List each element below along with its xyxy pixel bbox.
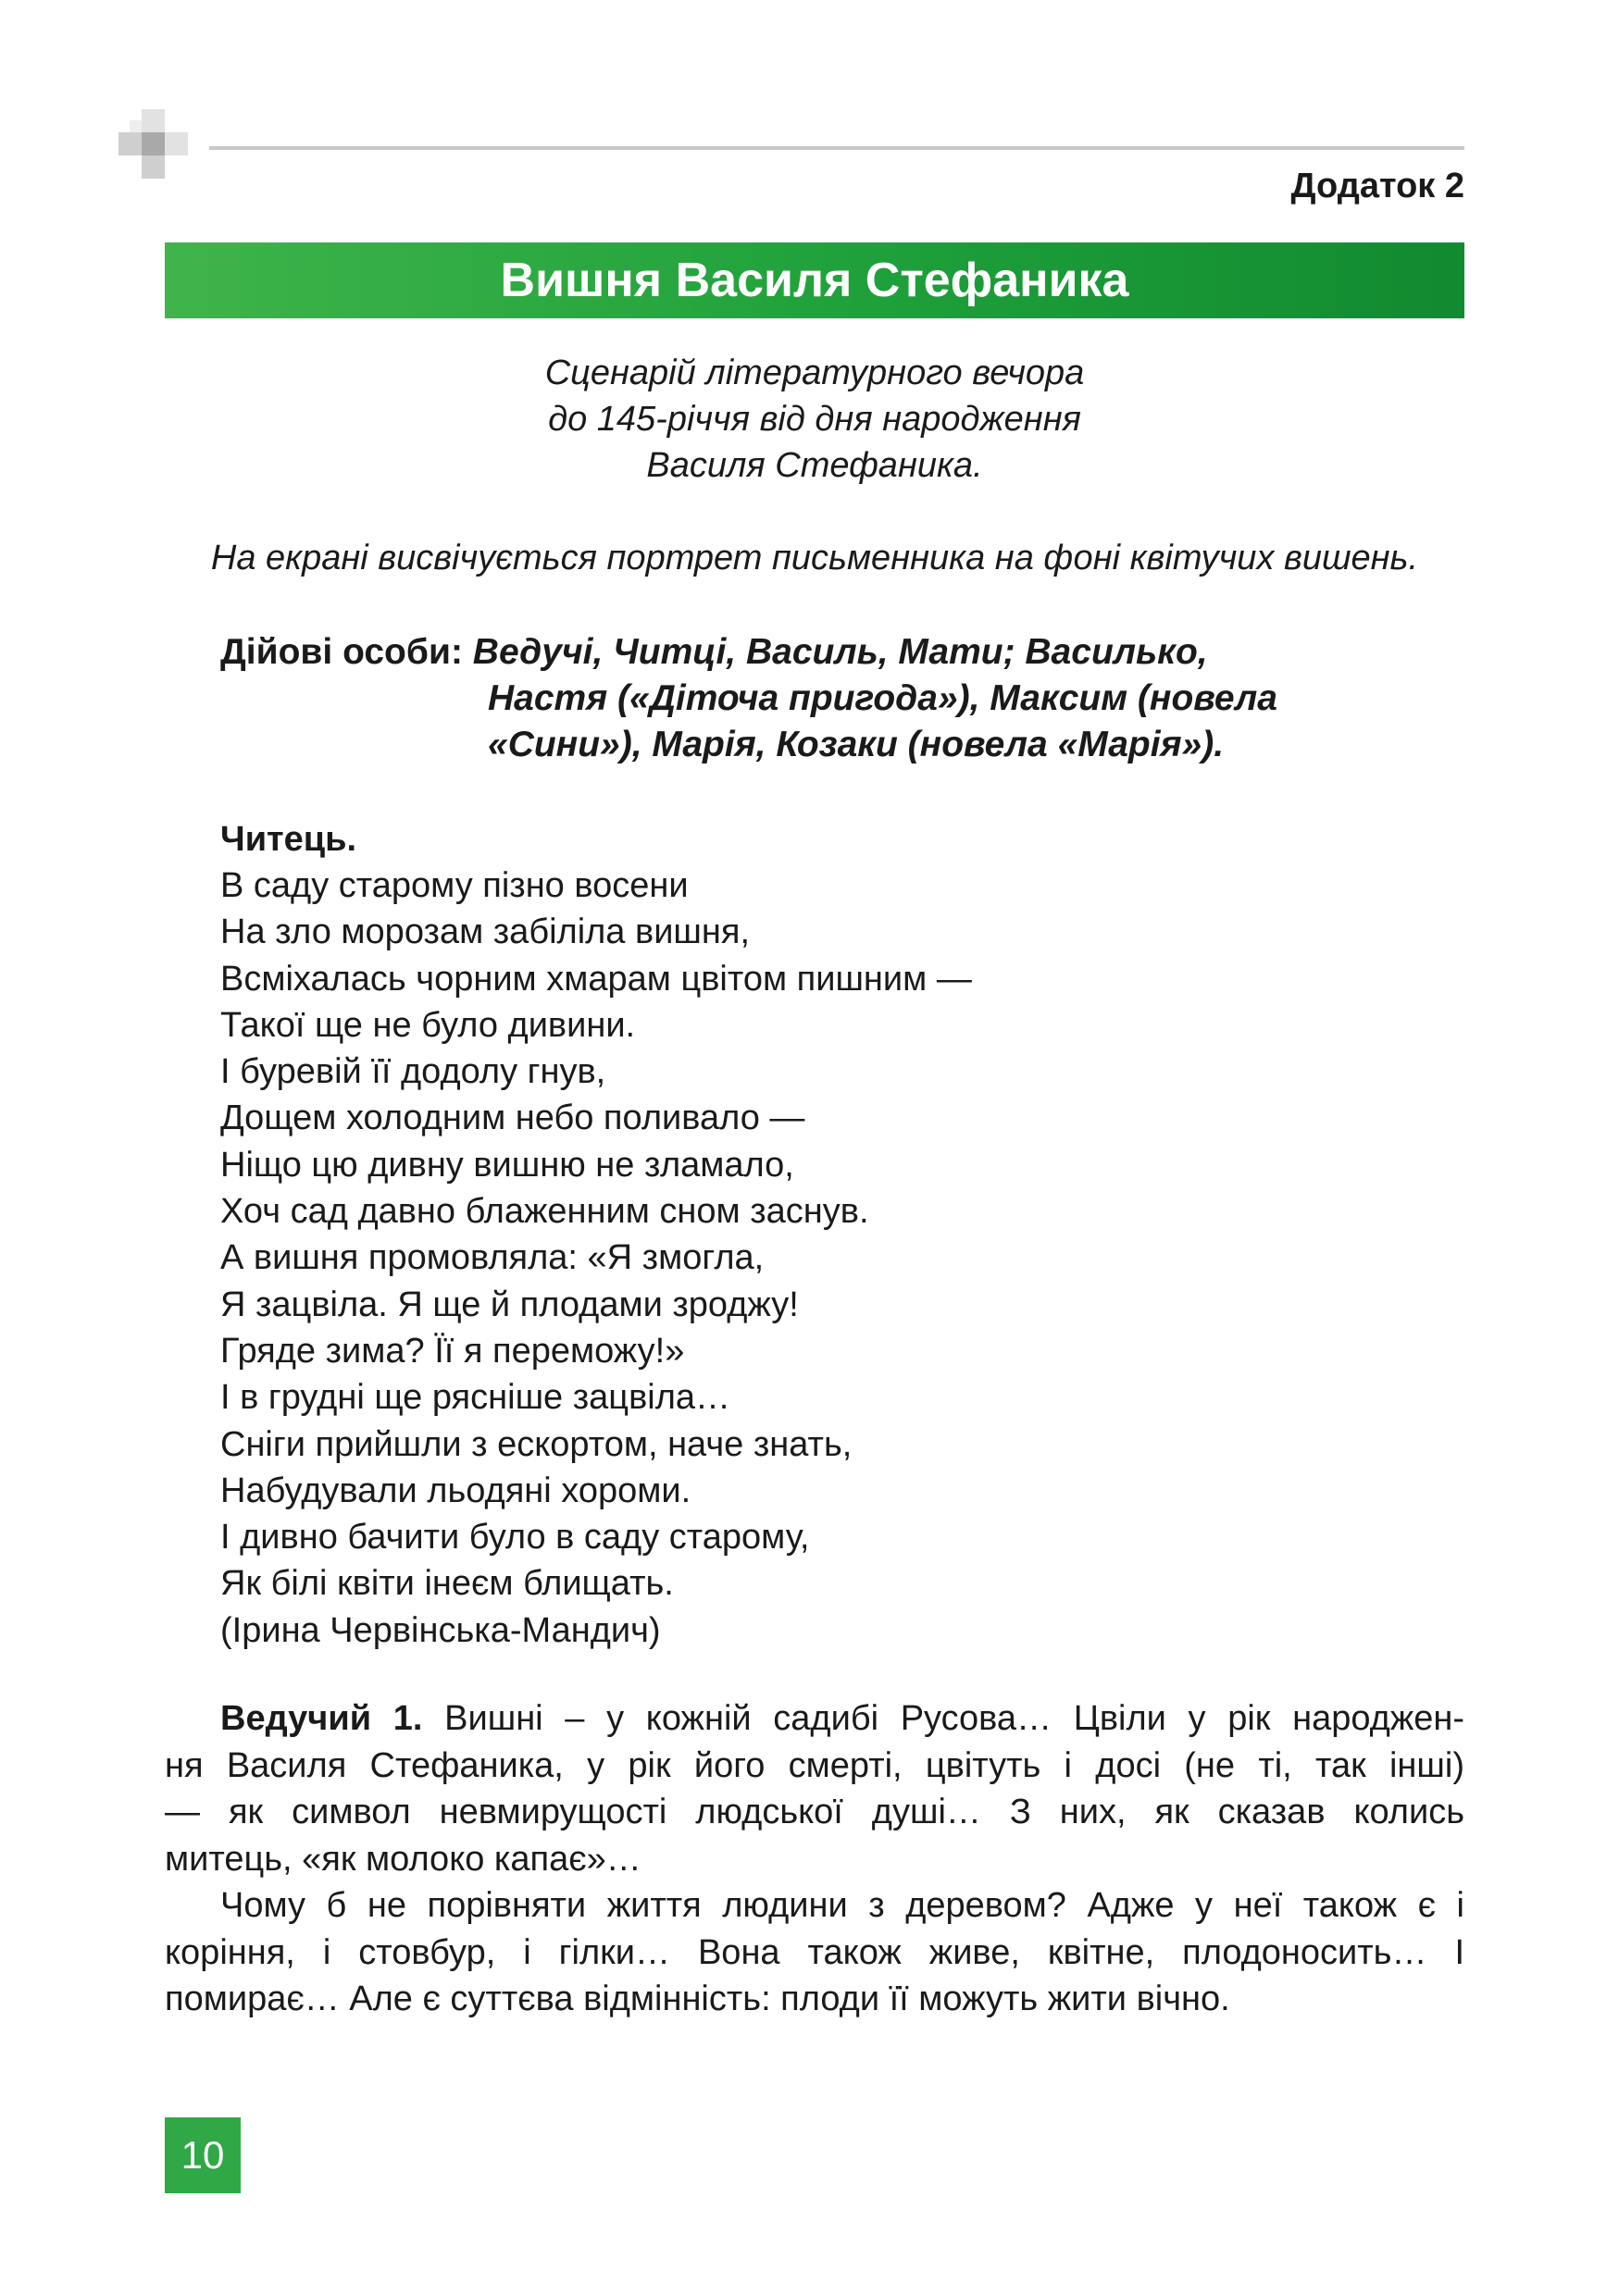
characters-line: Настя («Діточа пригода»), Максим (новела — [488, 678, 1277, 718]
poem-line: Я зацвіла. Я ще й плодами зроджу! — [220, 1285, 799, 1324]
poem-line: На зло морозам забіліла вишня, — [220, 912, 751, 952]
page-title: Вишня Василя Стефаника — [500, 254, 1129, 307]
characters-label: Дійові особи: — [220, 632, 463, 672]
paragraph-line: — як символ невмирущості людської душі… З них, як сказав колись — [165, 1793, 1464, 1831]
poem-line: Сніги прийшли з ескортом, наче знать, — [220, 1424, 853, 1464]
poem — [220, 863, 972, 1654]
poem-line: Дощем холодним небо поливало — — [220, 1098, 805, 1138]
paragraph-line: коріння, і стовбур, і гілки… Вона також живе, квітне, плодоносить… І — [165, 1932, 1464, 1972]
poem-line: Як білі квіти інеєм блищать. — [220, 1564, 674, 1604]
characters-list — [220, 629, 1277, 768]
subtitle-line: Сценарій літературного вечора — [544, 354, 1085, 392]
paragraph-line: ня Василя Стефаника, у рік його смерті, цвітуть і досі (не ті, так інші) — [165, 1745, 1464, 1785]
appendix-label: Додаток 2 — [1290, 167, 1464, 205]
poem-line: І в грудні ще рясніше зацвіла… — [220, 1378, 730, 1418]
speaker-label: Ведучий 1. — [220, 1699, 423, 1738]
stage-direction: На екрані висвічується портрет письменника на фоні квітучих вишень. — [210, 539, 1419, 577]
poem-line: Всміхалась чорним хмарам цвітом пишним — — [220, 959, 972, 999]
poem-line: Набудували льодяні хороми. — [220, 1471, 691, 1510]
header-divider — [209, 146, 1464, 150]
poem-line: А вишня промовляла: «Я змогла, — [220, 1238, 765, 1278]
page-number: 10 — [165, 2117, 241, 2193]
host1-paragraph-2 — [165, 1882, 1464, 2023]
paragraph-line: Чому б не порівняти життя людини з деревом? Адже у неї також є і — [220, 1886, 1464, 1925]
host1-paragraph — [165, 1695, 1464, 1882]
characters-line: Ведучі, Читці, Василь, Мати; Василько, — [472, 632, 1208, 672]
paragraph-line: Вишні – у кожній садибі Русова… Цвіли у рік народжен- — [444, 1699, 1465, 1738]
poem-author: (Ірина Червінська-Мандич) — [220, 1610, 661, 1650]
paragraph-line: митець, «як молоко капає»… — [165, 1839, 641, 1879]
characters-line: «Сини»), Марія, Козаки (новела «Марія»). — [488, 725, 1225, 764]
paragraph-line: помирає… Але є суттєва відмінність: плоди її можуть жити вічно. — [165, 1980, 1230, 2018]
subtitle — [165, 350, 1464, 489]
poem-line: Такої ще не було дивини. — [220, 1005, 636, 1045]
poem-line: І дивно бачити було в саду старому, — [220, 1518, 810, 1558]
poem-line: Хоч сад давно блаженним сном заснув. — [220, 1192, 869, 1232]
poem-line: В саду старому пізно восени — [220, 866, 689, 905]
poem-line: Ніщо цю дивну вишню не зламало, — [220, 1145, 794, 1185]
subtitle-line: до 145-річчя від дня народження — [548, 400, 1081, 439]
title-banner — [165, 242, 1464, 318]
pixel-cross-icon — [118, 109, 188, 179]
poem-line: І буревій її додолу гнув, — [220, 1052, 606, 1092]
poem-line: Гряде зима? Її я переможу!» — [220, 1331, 685, 1371]
subtitle-line: Василя Стефаника. — [646, 446, 983, 485]
reader-heading: Читець. — [220, 820, 357, 859]
